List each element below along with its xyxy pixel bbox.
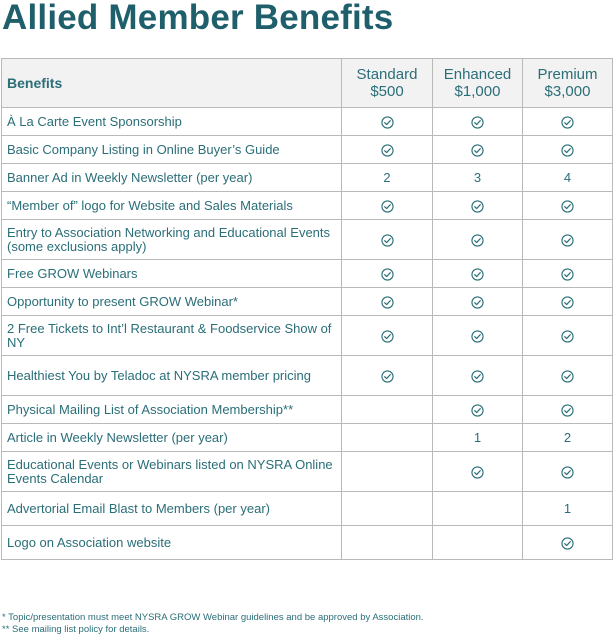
check-circle-icon xyxy=(471,466,484,479)
benefit-value xyxy=(433,288,523,316)
benefit-value xyxy=(523,260,613,288)
benefit-value xyxy=(523,220,613,260)
check-circle-icon xyxy=(381,296,394,309)
benefit-value xyxy=(433,492,523,526)
tier-price: $500 xyxy=(370,83,404,100)
benefit-value xyxy=(523,108,613,136)
benefit-value xyxy=(523,356,613,396)
benefit-label: À La Carte Event Sponsorship xyxy=(2,108,342,136)
table-body xyxy=(2,108,613,560)
page-title: Allied Member Benefits xyxy=(2,0,394,37)
benefit-label: 2 Free Tickets to Int’l Restaurant & Foodservice Show of NY xyxy=(2,316,342,356)
benefit-label: Entry to Association Networking and Educational Events (some exclusions apply) xyxy=(2,220,342,260)
check-circle-icon xyxy=(471,296,484,309)
benefit-value xyxy=(433,192,523,220)
benefit-value xyxy=(523,452,613,492)
table-header-row xyxy=(2,59,613,108)
check-circle-icon xyxy=(471,370,484,383)
table-row xyxy=(2,424,613,452)
benefit-label: Healthiest You by Teladoc at NYSRA member pricing xyxy=(2,356,342,396)
tier-header-standard xyxy=(342,59,433,108)
benefit-value: 1 xyxy=(433,424,523,452)
check-circle-icon xyxy=(561,144,574,157)
benefit-value: 2 xyxy=(523,424,613,452)
benefits-table xyxy=(1,58,613,560)
benefit-value xyxy=(342,108,433,136)
benefit-value xyxy=(342,452,433,492)
benefits-column-header: Benefits xyxy=(2,59,342,108)
footnotes xyxy=(2,612,424,636)
check-circle-icon xyxy=(381,330,394,343)
benefit-value xyxy=(523,136,613,164)
benefit-label: Logo on Association website xyxy=(2,526,342,560)
benefit-value: 4 xyxy=(523,164,613,192)
tier-header-enhanced xyxy=(433,59,523,108)
benefit-label: Banner Ad in Weekly Newsletter (per year) xyxy=(2,164,342,192)
benefit-value xyxy=(342,260,433,288)
benefit-value: 3 xyxy=(433,164,523,192)
benefit-label: Free GROW Webinars xyxy=(2,260,342,288)
benefit-value: 1 xyxy=(523,492,613,526)
table-row xyxy=(2,108,613,136)
check-circle-icon xyxy=(561,330,574,343)
table-row xyxy=(2,492,613,526)
benefit-value xyxy=(342,526,433,560)
benefit-value xyxy=(433,316,523,356)
benefit-value xyxy=(523,316,613,356)
benefit-value xyxy=(433,356,523,396)
check-circle-icon xyxy=(561,296,574,309)
check-circle-icon xyxy=(471,116,484,129)
check-circle-icon xyxy=(381,116,394,129)
benefit-value xyxy=(433,136,523,164)
tier-name: Standard xyxy=(356,66,418,83)
benefit-value xyxy=(523,288,613,316)
tier-price: $3,000 xyxy=(544,83,591,100)
benefit-label: Advertorial Email Blast to Members (per year) xyxy=(2,492,342,526)
table-row xyxy=(2,452,613,492)
benefit-value xyxy=(433,526,523,560)
table-row xyxy=(2,192,613,220)
benefit-label: Opportunity to present GROW Webinar* xyxy=(2,288,342,316)
check-circle-icon xyxy=(561,268,574,281)
check-circle-icon xyxy=(471,144,484,157)
benefit-value xyxy=(523,396,613,424)
benefit-value xyxy=(342,492,433,526)
check-circle-icon xyxy=(471,330,484,343)
benefit-value xyxy=(342,288,433,316)
tier-name: Premium xyxy=(537,66,598,83)
benefit-value xyxy=(342,136,433,164)
check-circle-icon xyxy=(561,370,574,383)
table-row xyxy=(2,396,613,424)
check-circle-icon xyxy=(561,404,574,417)
benefit-value xyxy=(433,220,523,260)
table-row xyxy=(2,260,613,288)
check-circle-icon xyxy=(561,116,574,129)
benefit-value xyxy=(433,260,523,288)
tier-header-premium xyxy=(523,59,613,108)
check-circle-icon xyxy=(471,200,484,213)
benefit-label: Article in Weekly Newsletter (per year) xyxy=(2,424,342,452)
check-circle-icon xyxy=(561,537,574,550)
benefit-value xyxy=(342,396,433,424)
check-circle-icon xyxy=(381,144,394,157)
benefit-value xyxy=(342,356,433,396)
table-row xyxy=(2,220,613,260)
table-row xyxy=(2,288,613,316)
check-circle-icon xyxy=(381,234,394,247)
check-circle-icon xyxy=(381,200,394,213)
footnote-mailing-list: ** See mailing list policy for details. xyxy=(2,624,150,635)
tier-price: $1,000 xyxy=(454,83,501,100)
benefit-value xyxy=(433,396,523,424)
benefit-label: “Member of” logo for Website and Sales Materials xyxy=(2,192,342,220)
benefit-label: Educational Events or Webinars listed on NYSRA Online Events Calendar xyxy=(2,452,342,492)
tier-name: Enhanced xyxy=(443,66,512,83)
benefit-value xyxy=(433,452,523,492)
check-circle-icon xyxy=(471,234,484,247)
benefit-value xyxy=(433,108,523,136)
benefit-value xyxy=(523,192,613,220)
table-row xyxy=(2,526,613,560)
table-row xyxy=(2,164,613,192)
check-circle-icon xyxy=(471,404,484,417)
table-row xyxy=(2,356,613,396)
check-circle-icon xyxy=(561,466,574,479)
benefit-value xyxy=(342,192,433,220)
benefit-value xyxy=(342,316,433,356)
benefit-label: Physical Mailing List of Association Membership** xyxy=(2,396,342,424)
check-circle-icon xyxy=(381,268,394,281)
benefit-value: 2 xyxy=(342,164,433,192)
benefit-value xyxy=(342,424,433,452)
check-circle-icon xyxy=(471,268,484,281)
benefit-value xyxy=(342,220,433,260)
footnote-webinar: * Topic/presentation must meet NYSRA GROW Webinar guidelines and be approved by Association. xyxy=(2,612,424,623)
check-circle-icon xyxy=(561,200,574,213)
benefit-label: Basic Company Listing in Online Buyer’s Guide xyxy=(2,136,342,164)
table-row xyxy=(2,136,613,164)
check-circle-icon xyxy=(561,234,574,247)
benefit-value xyxy=(523,526,613,560)
check-circle-icon xyxy=(381,370,394,383)
table-row xyxy=(2,316,613,356)
